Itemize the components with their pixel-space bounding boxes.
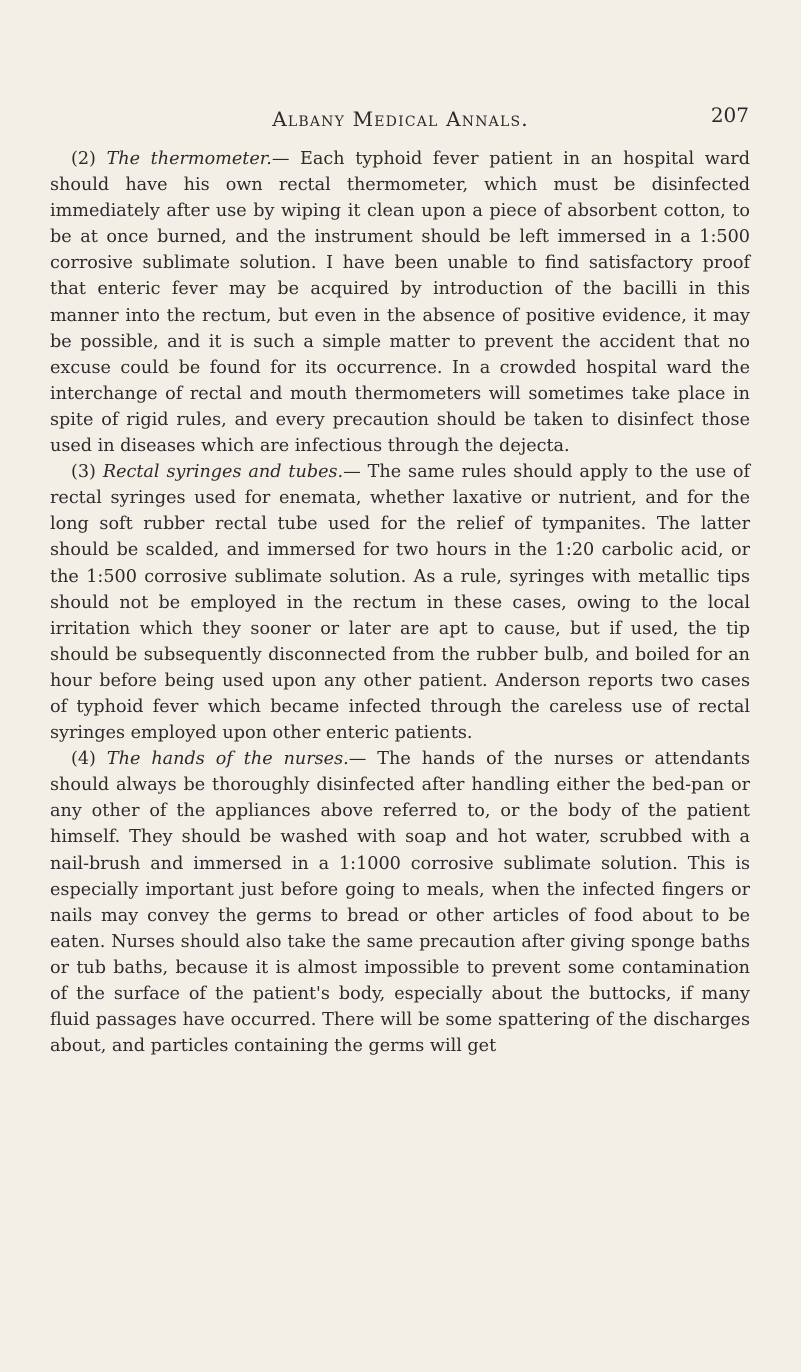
running-head — [0, 103, 801, 141]
paragraph-text: — Each typhoid fever patient in an hospital ward should have his own rectal thermometer, which must be disinfected immediately after use by wiping it clean upon a piece of absorbent cotton, to be at once burned, and the instrument should be left immersed in a 1:500 corrosive sublimate solution. I have been unable to find satisfactory proof that enteric fever may be acquired by introduction of the bacilli in this manner into the rectum, but even in the absence of positive evidence, it may be possible, and it is such a simple matter to prevent the accident that no excuse could be found for its occurrence. In a crowded hospital ward the interchange of rectal and mouth thermometers will sometimes take place in spite of rigid rules, and every precaution should be taken to disinfect those used in diseases which are infectious through the dejecta. — [50, 149, 751, 457]
paragraph-text: — The same rules should apply to the use of rectal syringes used for enemata, whether laxative or nutrient, and for the long soft rubber rectal tube used for the relief of tympanites. The latter should be scalded, and immersed for two hours in the 1:20 carbolic acid, or the 1:500 corrosive sublimate solution. As a rule, syringes with metallic tips should not be employed in the rectum in these cases, owing to the local irritation which they sooner or later are apt to cause, but if used, the tip should be subsequently disconnected from the rubber bulb, and boiled for an hour before being used upon any other patient. Anderson reports two cases of typhoid fever which became infected through the careless use of rectal syringes employed upon other enteric patients. — [50, 462, 750, 744]
paragraph-number: (3) — [71, 462, 96, 483]
paragraph-number: (4) — [71, 749, 96, 770]
paragraph-heading: The hands of the nurses. — [106, 749, 349, 770]
running-title: Albany Medical Annals. — [272, 107, 529, 131]
paragraph-text: — The hands of the nurses or attendants should always be thoroughly disinfected after handling either the bed-pan or any other of the appliances above referred to, or the body of the patient himself. They should be washed with soap and hot water, scrubbed with a nail-brush and immersed in a 1:1000 corrosive sublimate solution. This is especially important just before going to meals, when the infected fingers or nails may convey the germs to bread or other articles of food about to be eaten. Nurses should also take the same precaution after giving sponge baths or tub baths, because it is almost impossible to prevent some contamination of the surface of the patient's body, especially about the buttocks, if many fluid passages have occurred. There will be some spattering of the discharges about, and particles containing the germs will get — [50, 749, 750, 1057]
paragraph-heading: Rectal syringes and tubes. — [102, 462, 344, 483]
paragraph-thermometer — [50, 146, 750, 459]
paragraph-number: (2) — [71, 149, 96, 169]
paragraph-heading: The thermometer. — [106, 149, 272, 169]
paragraph-rectal-syringes — [50, 459, 750, 746]
paragraph-hands-of-nurses — [50, 746, 750, 1059]
page-number: 207 — [710, 103, 749, 127]
body-text — [50, 146, 750, 1059]
